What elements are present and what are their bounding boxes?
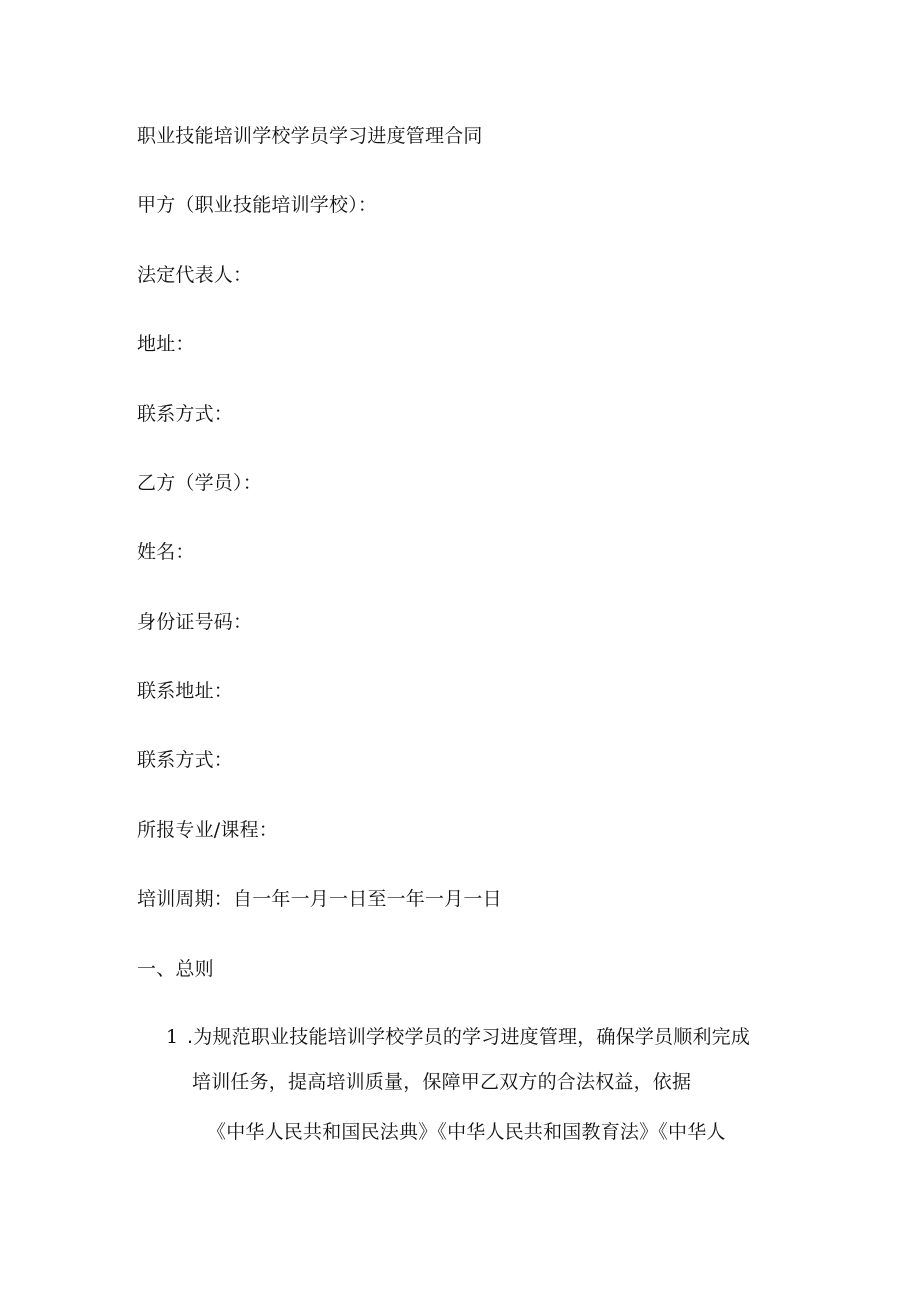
document-title: 职业技能培训学校学员学习进度管理合同 (137, 125, 483, 147)
id-number-label: 身份证号码： (137, 611, 253, 633)
course-label: 所报专业/课程： (137, 819, 279, 841)
name-label: 姓名： (137, 541, 195, 563)
contact-address-label: 联系地址： (137, 680, 234, 702)
clause-1-line-3: 《中华人民共和国民法典》《中华人民共和国教育法》《中华人 (207, 1121, 726, 1143)
party-a-label: 甲方（职业技能培训学校）： (137, 194, 378, 216)
party-a-contact-label: 联系方式： (137, 403, 234, 425)
address-label: 地址： (137, 333, 195, 355)
clause-1-line-1: .为规范职业技能培训学校学员的学习进度管理，确保学员顺利完成 (187, 1026, 751, 1048)
legal-representative-label: 法定代表人： (137, 264, 253, 286)
clause-number: 1 (166, 1026, 179, 1048)
clause-1-line-2: 培训任务，提高培训质量，保障甲乙双方的合法权益，依据 (192, 1071, 692, 1093)
section-heading-general: 一、总则 (137, 958, 214, 980)
party-b-label: 乙方（学员）： (137, 472, 262, 494)
training-period: 培训周期：自一年一月一日至一年一月一日 (137, 888, 502, 910)
party-b-contact-label: 联系方式： (137, 749, 234, 771)
